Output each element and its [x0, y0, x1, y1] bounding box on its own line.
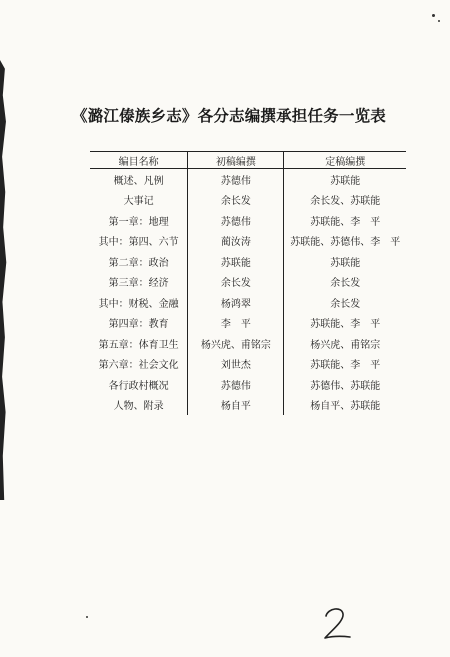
table-cell: 苏联能、李 平	[284, 210, 406, 231]
table-row	[90, 210, 406, 231]
table-cell: 苏德伟、苏联能	[284, 374, 406, 395]
table-cell: 第四章：教育	[108, 319, 169, 331]
table-cell: 杨兴虎、甫铭宗	[284, 333, 406, 354]
column-header: 定稿编撰	[284, 152, 406, 169]
table-row	[90, 272, 406, 293]
table-row	[90, 313, 406, 334]
table-cell: 余长发	[188, 272, 284, 293]
table-cell: 余长发	[284, 292, 406, 313]
table-cell: 杨自平	[188, 395, 284, 416]
table-row	[90, 374, 406, 395]
table-cell: 苏联能、李 平	[284, 313, 406, 334]
table-row	[90, 354, 406, 375]
table-cell: 大事记	[123, 196, 154, 208]
table-cell: 苏联能、李 平	[284, 354, 406, 375]
table-cell: 余长发	[284, 272, 406, 293]
table-cell: 苏联能	[188, 251, 284, 272]
table-cell: 苏联能、苏德伟、李 平	[284, 231, 406, 252]
table-cell: 杨兴虎、甫铭宗	[188, 333, 284, 354]
column-header: 编目名称	[118, 156, 159, 168]
table-cell: 苏德伟	[188, 210, 284, 231]
table-cell: 其中：财税、金融	[98, 298, 179, 310]
handwritten-page-number	[318, 604, 358, 644]
table-cell: 苏德伟	[188, 374, 284, 395]
table-cell: 其中：第四、六节	[98, 237, 179, 249]
table-cell: 刘世杰	[188, 354, 284, 375]
table-cell: 第六章：社会文化	[98, 360, 179, 372]
scan-speck	[432, 14, 435, 17]
table-row	[90, 251, 406, 272]
table-cell: 各行政村概况	[108, 380, 169, 392]
table-cell: 杨鸿翠	[188, 292, 284, 313]
table-row	[90, 395, 406, 416]
table-row	[90, 169, 406, 190]
table-row	[90, 333, 406, 354]
table-body	[90, 169, 406, 416]
table-header-row	[90, 152, 406, 169]
table-row	[90, 190, 406, 211]
table-cell: 苏德伟	[188, 169, 284, 190]
column-header: 初稿编撰	[188, 152, 284, 169]
table-row	[90, 231, 406, 252]
table-cell: 李 平	[188, 313, 284, 334]
table-cell: 余长发、苏联能	[284, 190, 406, 211]
task-table	[90, 151, 406, 415]
table-cell: 第五章：体育卫生	[98, 339, 179, 351]
table-cell: 人物、附录	[113, 401, 164, 413]
scan-speck	[86, 616, 88, 618]
table-cell: 余长发	[188, 190, 284, 211]
page-title: 《潞江傣族乡志》各分志编撰承担任务一览表	[72, 106, 387, 125]
scan-edge-shadow	[0, 60, 7, 500]
table-cell: 概述、凡例	[113, 175, 164, 187]
table-row	[90, 292, 406, 313]
scan-speck	[438, 20, 440, 22]
table-cell: 苏联能	[284, 251, 406, 272]
table-cell: 苏联能	[284, 169, 406, 190]
table-cell: 第一章：地理	[108, 216, 169, 228]
table-cell: 第二章：政治	[108, 257, 169, 269]
table-cell: 蔺汝涛	[188, 231, 284, 252]
table-cell: 第三章：经济	[108, 278, 169, 290]
table-cell: 杨自平、苏联能	[284, 395, 406, 416]
